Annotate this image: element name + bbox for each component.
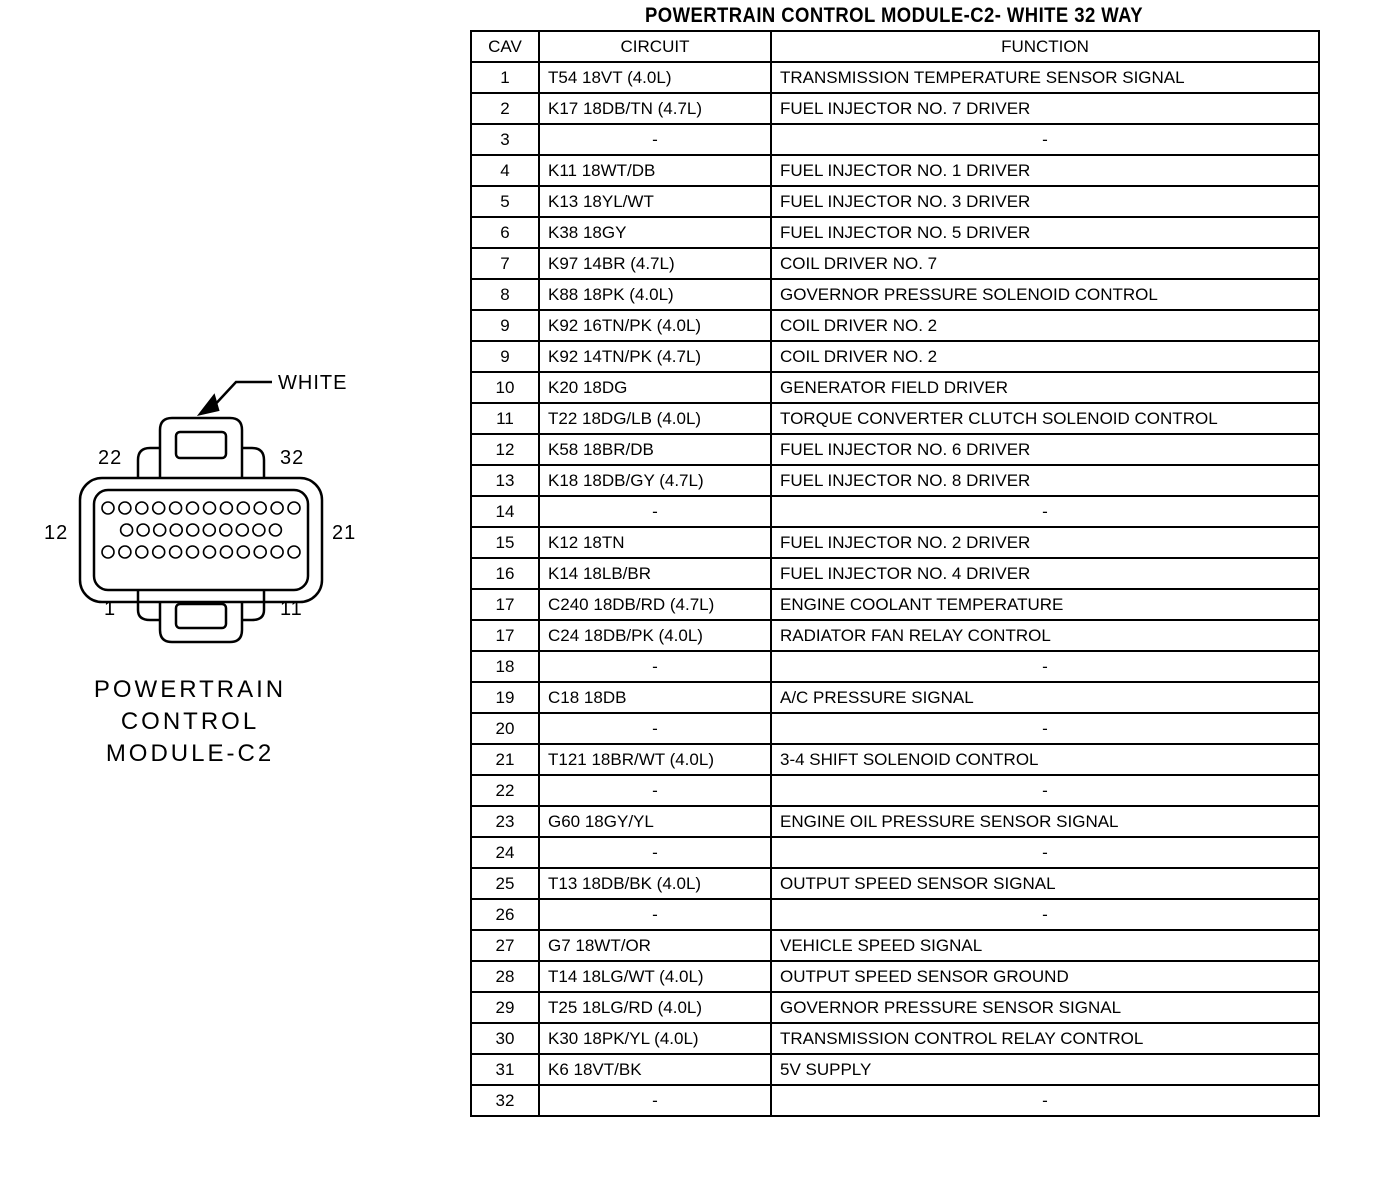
function-cell: GOVERNOR PRESSURE SENSOR SIGNAL [771, 992, 1319, 1023]
circuit-cell: - [539, 899, 771, 930]
cav-cell: 27 [471, 930, 539, 961]
function-cell: GOVERNOR PRESSURE SOLENOID CONTROL [771, 279, 1319, 310]
pin-hole [121, 524, 133, 536]
table-header-row [471, 31, 1319, 62]
bottom-latch [160, 602, 242, 642]
circuit-cell: T14 18LG/WT (4.0L) [539, 961, 771, 992]
cav-cell: 3 [471, 124, 539, 155]
pin-hole [187, 524, 199, 536]
circuit-cell: - [539, 496, 771, 527]
pin-hole [187, 502, 199, 514]
pin-hole [271, 546, 283, 558]
pin-hole [102, 546, 114, 558]
function-cell: GENERATOR FIELD DRIVER [771, 372, 1319, 403]
table-row [471, 403, 1319, 434]
cav-cell: 12 [471, 434, 539, 465]
cav-cell: 6 [471, 217, 539, 248]
cav-cell: 8 [471, 279, 539, 310]
circuit-cell: K18 18DB/GY (4.7L) [539, 465, 771, 496]
connector-name-line: POWERTRAIN [93, 676, 287, 703]
function-cell: VEHICLE SPEED SIGNAL [771, 930, 1319, 961]
connector-name-line: CONTROL [120, 708, 260, 735]
color-leader-arrow [210, 382, 272, 410]
pin-label-32: 32 [280, 447, 305, 469]
function-cell: - [771, 1085, 1319, 1116]
pin-hole [288, 502, 300, 514]
pin-label-1: 1 [104, 598, 117, 620]
pin-hole [269, 524, 281, 536]
pin-hole [254, 546, 266, 558]
circuit-cell: C18 18DB [539, 682, 771, 713]
table-row [471, 868, 1319, 899]
circuit-cell: T121 18BR/WT (4.0L) [539, 744, 771, 775]
circuit-cell: K38 18GY [539, 217, 771, 248]
pin-hole [220, 524, 232, 536]
function-cell: - [771, 837, 1319, 868]
pin-hole [254, 502, 266, 514]
function-cell: COIL DRIVER NO. 2 [771, 310, 1319, 341]
function-cell: TORQUE CONVERTER CLUTCH SOLENOID CONTROL [771, 403, 1319, 434]
table-row [471, 341, 1319, 372]
bottom-right-shoulder [242, 590, 264, 620]
pin-hole [154, 524, 166, 536]
function-cell: RADIATOR FAN RELAY CONTROL [771, 620, 1319, 651]
table-row [471, 527, 1319, 558]
table-row [471, 1054, 1319, 1085]
arrow-head [200, 396, 218, 414]
pin-hole [271, 502, 283, 514]
pin-hole [204, 502, 216, 514]
function-cell: FUEL INJECTOR NO. 4 DRIVER [771, 558, 1319, 589]
function-cell: COIL DRIVER NO. 7 [771, 248, 1319, 279]
function-cell: OUTPUT SPEED SENSOR SIGNAL [771, 868, 1319, 899]
cav-cell: 25 [471, 868, 539, 899]
table-row [471, 93, 1319, 124]
circuit-cell: T13 18DB/BK (4.0L) [539, 868, 771, 899]
function-cell: ENGINE COOLANT TEMPERATURE [771, 589, 1319, 620]
function-cell: - [771, 496, 1319, 527]
function-cell: TRANSMISSION CONTROL RELAY CONTROL [771, 1023, 1319, 1054]
function-cell: COIL DRIVER NO. 2 [771, 341, 1319, 372]
table-row [471, 806, 1319, 837]
cav-cell: 17 [471, 589, 539, 620]
function-cell: FUEL INJECTOR NO. 1 DRIVER [771, 155, 1319, 186]
circuit-cell: K97 14BR (4.7L) [539, 248, 771, 279]
pin-hole [170, 502, 182, 514]
top-latch [160, 418, 242, 478]
circuit-cell: K58 18BR/DB [539, 434, 771, 465]
pin-hole [237, 546, 249, 558]
circuit-cell: G7 18WT/OR [539, 930, 771, 961]
circuit-cell: K88 18PK (4.0L) [539, 279, 771, 310]
pinout-table [470, 30, 1320, 1117]
cav-cell: 18 [471, 651, 539, 682]
circuit-cell: G60 18GY/YL [539, 806, 771, 837]
table-row [471, 713, 1319, 744]
pin-hole [187, 546, 199, 558]
pin-label-12: 12 [44, 522, 69, 544]
pin-hole [137, 524, 149, 536]
cav-cell: 26 [471, 899, 539, 930]
pin-hole [170, 524, 182, 536]
cav-cell: 14 [471, 496, 539, 527]
table-row [471, 372, 1319, 403]
pin-label-11: 11 [280, 598, 303, 620]
cav-cell: 10 [471, 372, 539, 403]
circuit-cell: K6 18VT/BK [539, 1054, 771, 1085]
cav-cell: 11 [471, 403, 539, 434]
connector-name-line: MODULE-C2 [105, 740, 275, 767]
circuit-cell: K11 18WT/DB [539, 155, 771, 186]
table-row [471, 558, 1319, 589]
cav-cell: 22 [471, 775, 539, 806]
table-row [471, 930, 1319, 961]
function-cell: TRANSMISSION TEMPERATURE SENSOR SIGNAL [771, 62, 1319, 93]
inner-housing [94, 490, 308, 590]
circuit-cell: - [539, 651, 771, 682]
circuit-cell: C240 18DB/RD (4.7L) [539, 589, 771, 620]
cav-cell: 23 [471, 806, 539, 837]
function-cell: - [771, 124, 1319, 155]
header-function: FUNCTION [771, 31, 1319, 62]
table-row [471, 310, 1319, 341]
bottom-left-shoulder [138, 590, 160, 620]
cav-cell: 9 [471, 341, 539, 372]
cav-cell: 31 [471, 1054, 539, 1085]
table-row [471, 899, 1319, 930]
cav-cell: 30 [471, 1023, 539, 1054]
circuit-cell: K20 18DG [539, 372, 771, 403]
cav-cell: 7 [471, 248, 539, 279]
header-cav: CAV [471, 31, 539, 62]
function-cell: ENGINE OIL PRESSURE SENSOR SIGNAL [771, 806, 1319, 837]
connector-color-label: WHITE [278, 372, 348, 394]
table-row [471, 992, 1319, 1023]
table-row [471, 155, 1319, 186]
table-row [471, 434, 1319, 465]
cav-cell: 16 [471, 558, 539, 589]
pin-hole [204, 546, 216, 558]
table-row [471, 1023, 1319, 1054]
cav-cell: 20 [471, 713, 539, 744]
function-cell: FUEL INJECTOR NO. 2 DRIVER [771, 527, 1319, 558]
cav-cell: 13 [471, 465, 539, 496]
cav-cell: 32 [471, 1085, 539, 1116]
bottom-latch-slot [176, 604, 226, 628]
cav-cell: 5 [471, 186, 539, 217]
table-row [471, 124, 1319, 155]
circuit-cell: - [539, 837, 771, 868]
circuit-cell: K13 18YL/WT [539, 186, 771, 217]
table-row [471, 744, 1319, 775]
pin-hole [220, 502, 232, 514]
cav-cell: 19 [471, 682, 539, 713]
table-row [471, 496, 1319, 527]
function-cell: - [771, 651, 1319, 682]
table-row [471, 682, 1319, 713]
pin-hole [237, 502, 249, 514]
table-row [471, 775, 1319, 806]
circuit-cell: K30 18PK/YL (4.0L) [539, 1023, 771, 1054]
pin-label-22: 22 [98, 447, 123, 469]
cav-cell: 1 [471, 62, 539, 93]
table-row [471, 62, 1319, 93]
pin-label-21: 21 [332, 522, 357, 544]
pin-hole [136, 546, 148, 558]
pin-hole [236, 524, 248, 536]
table-row [471, 465, 1319, 496]
table-row [471, 217, 1319, 248]
table-row [471, 186, 1319, 217]
cav-cell: 15 [471, 527, 539, 558]
table-row [471, 279, 1319, 310]
table-title: POWERTRAIN CONTROL MODULE-C2- WHITE 32 WAY [645, 4, 1143, 27]
pinout-table-area [470, 0, 1318, 1196]
connector-diagram [0, 0, 470, 800]
header-circuit: CIRCUIT [539, 31, 771, 62]
table-row [471, 620, 1319, 651]
table-row [471, 1085, 1319, 1116]
circuit-cell: - [539, 124, 771, 155]
circuit-cell: K92 14TN/PK (4.7L) [539, 341, 771, 372]
table-row [471, 961, 1319, 992]
function-cell: FUEL INJECTOR NO. 6 DRIVER [771, 434, 1319, 465]
function-cell: FUEL INJECTOR NO. 3 DRIVER [771, 186, 1319, 217]
circuit-cell: C24 18DB/PK (4.0L) [539, 620, 771, 651]
pin-hole [153, 546, 165, 558]
cav-cell: 17 [471, 620, 539, 651]
cav-cell: 9 [471, 310, 539, 341]
function-cell: A/C PRESSURE SIGNAL [771, 682, 1319, 713]
pin-hole [253, 524, 265, 536]
pin-hole [119, 502, 131, 514]
function-cell: 3-4 SHIFT SOLENOID CONTROL [771, 744, 1319, 775]
cav-cell: 21 [471, 744, 539, 775]
function-cell: OUTPUT SPEED SENSOR GROUND [771, 961, 1319, 992]
circuit-cell: K14 18LB/BR [539, 558, 771, 589]
pin-hole [102, 502, 114, 514]
table-row [471, 837, 1319, 868]
pin-hole [136, 502, 148, 514]
top-left-shoulder [138, 448, 160, 478]
function-cell: - [771, 899, 1319, 930]
cav-cell: 29 [471, 992, 539, 1023]
pin-hole [119, 546, 131, 558]
table-row [471, 589, 1319, 620]
function-cell: 5V SUPPLY [771, 1054, 1319, 1085]
connector-name [60, 674, 320, 770]
pin-hole [288, 546, 300, 558]
top-right-shoulder [242, 448, 264, 478]
circuit-cell: - [539, 713, 771, 744]
cav-cell: 28 [471, 961, 539, 992]
pin-hole [170, 546, 182, 558]
outer-housing [80, 478, 322, 602]
cav-cell: 2 [471, 93, 539, 124]
function-cell: - [771, 713, 1319, 744]
function-cell: FUEL INJECTOR NO. 8 DRIVER [771, 465, 1319, 496]
pin-hole [153, 502, 165, 514]
top-latch-slot [176, 432, 226, 458]
table-row [471, 651, 1319, 682]
pin-hole [203, 524, 215, 536]
table-row [471, 248, 1319, 279]
function-cell: - [771, 775, 1319, 806]
cav-cell: 4 [471, 155, 539, 186]
circuit-cell: K17 18DB/TN (4.7L) [539, 93, 771, 124]
circuit-cell: T22 18DG/LB (4.0L) [539, 403, 771, 434]
pin-hole [220, 546, 232, 558]
circuit-cell: - [539, 775, 771, 806]
circuit-cell: T54 18VT (4.0L) [539, 62, 771, 93]
connector-drawing [0, 0, 470, 680]
circuit-cell: T25 18LG/RD (4.0L) [539, 992, 771, 1023]
circuit-cell: K92 16TN/PK (4.0L) [539, 310, 771, 341]
cav-cell: 24 [471, 837, 539, 868]
circuit-cell: - [539, 1085, 771, 1116]
circuit-cell: K12 18TN [539, 527, 771, 558]
function-cell: FUEL INJECTOR NO. 5 DRIVER [771, 217, 1319, 248]
function-cell: FUEL INJECTOR NO. 7 DRIVER [771, 93, 1319, 124]
